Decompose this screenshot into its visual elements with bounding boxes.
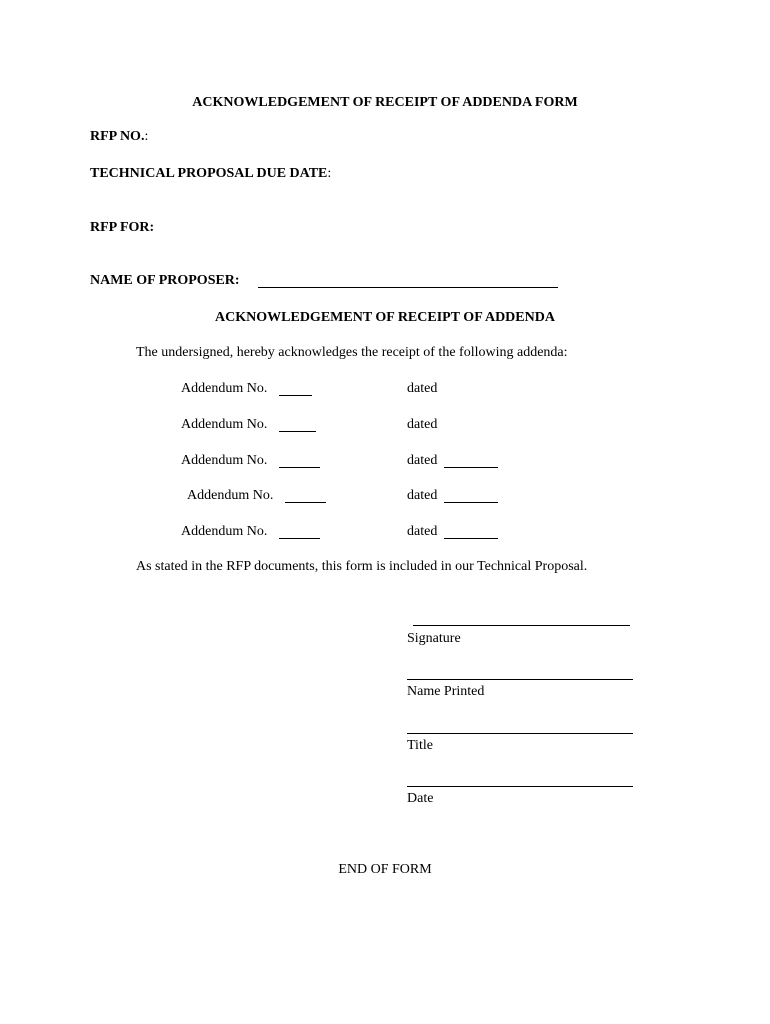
addendum-dated-label: dated (407, 453, 438, 468)
addendum-label: Addendum No. (187, 488, 274, 503)
addendum-dated-label: dated (407, 488, 438, 503)
title-line[interactable] (407, 733, 633, 734)
proposer-label: NAME OF PROPOSER: (90, 273, 240, 288)
statement-text: As stated in the RFP documents, this form is included in our Technical Proposal. (136, 559, 588, 574)
addendum-number-line[interactable] (279, 467, 320, 468)
addendum-label: Addendum No. (181, 417, 268, 432)
addendum-number-line[interactable] (279, 538, 320, 539)
date-label: Date (407, 791, 434, 806)
due-date-row (90, 167, 331, 181)
signature-label: Signature (407, 631, 461, 646)
intro-text: The undersigned, hereby acknowledges the receipt of the following addenda: (136, 345, 568, 360)
proposer-name-line[interactable] (258, 287, 558, 288)
addendum-number-line[interactable] (279, 395, 312, 396)
addendum-label: Addendum No. (181, 524, 268, 539)
due-date-label: TECHNICAL PROPOSAL DUE DATE (90, 166, 328, 181)
title-label: Title (407, 738, 433, 753)
addendum-label: Addendum No. (181, 453, 268, 468)
addendum-label: Addendum No. (181, 381, 268, 396)
addendum-date-line[interactable] (444, 467, 498, 468)
rfp-no-label: RFP NO. (90, 129, 145, 144)
addendum-date-line[interactable] (444, 538, 498, 539)
signature-line[interactable] (413, 625, 630, 626)
end-of-form: END OF FORM (338, 862, 432, 877)
addendum-date-line[interactable] (444, 502, 498, 503)
rfp-for-label: RFP FOR: (90, 220, 155, 235)
addendum-number-line[interactable] (285, 502, 326, 503)
section-subtitle: ACKNOWLEDGEMENT OF RECEIPT OF ADDENDA (215, 310, 555, 325)
date-line[interactable] (407, 786, 633, 787)
addendum-dated-label: dated (407, 417, 438, 432)
addendum-dated-label: dated (407, 524, 438, 539)
rfp-no-row (90, 130, 148, 144)
name-printed-line[interactable] (407, 679, 633, 680)
form-title: ACKNOWLEDGEMENT OF RECEIPT OF ADDENDA FORM (192, 95, 578, 110)
rfp-no-colon: : (144, 129, 149, 144)
due-date-colon: : (327, 166, 332, 181)
addendum-number-line[interactable] (279, 431, 316, 432)
name-printed-label: Name Printed (407, 684, 485, 699)
addendum-dated-label: dated (407, 381, 438, 396)
